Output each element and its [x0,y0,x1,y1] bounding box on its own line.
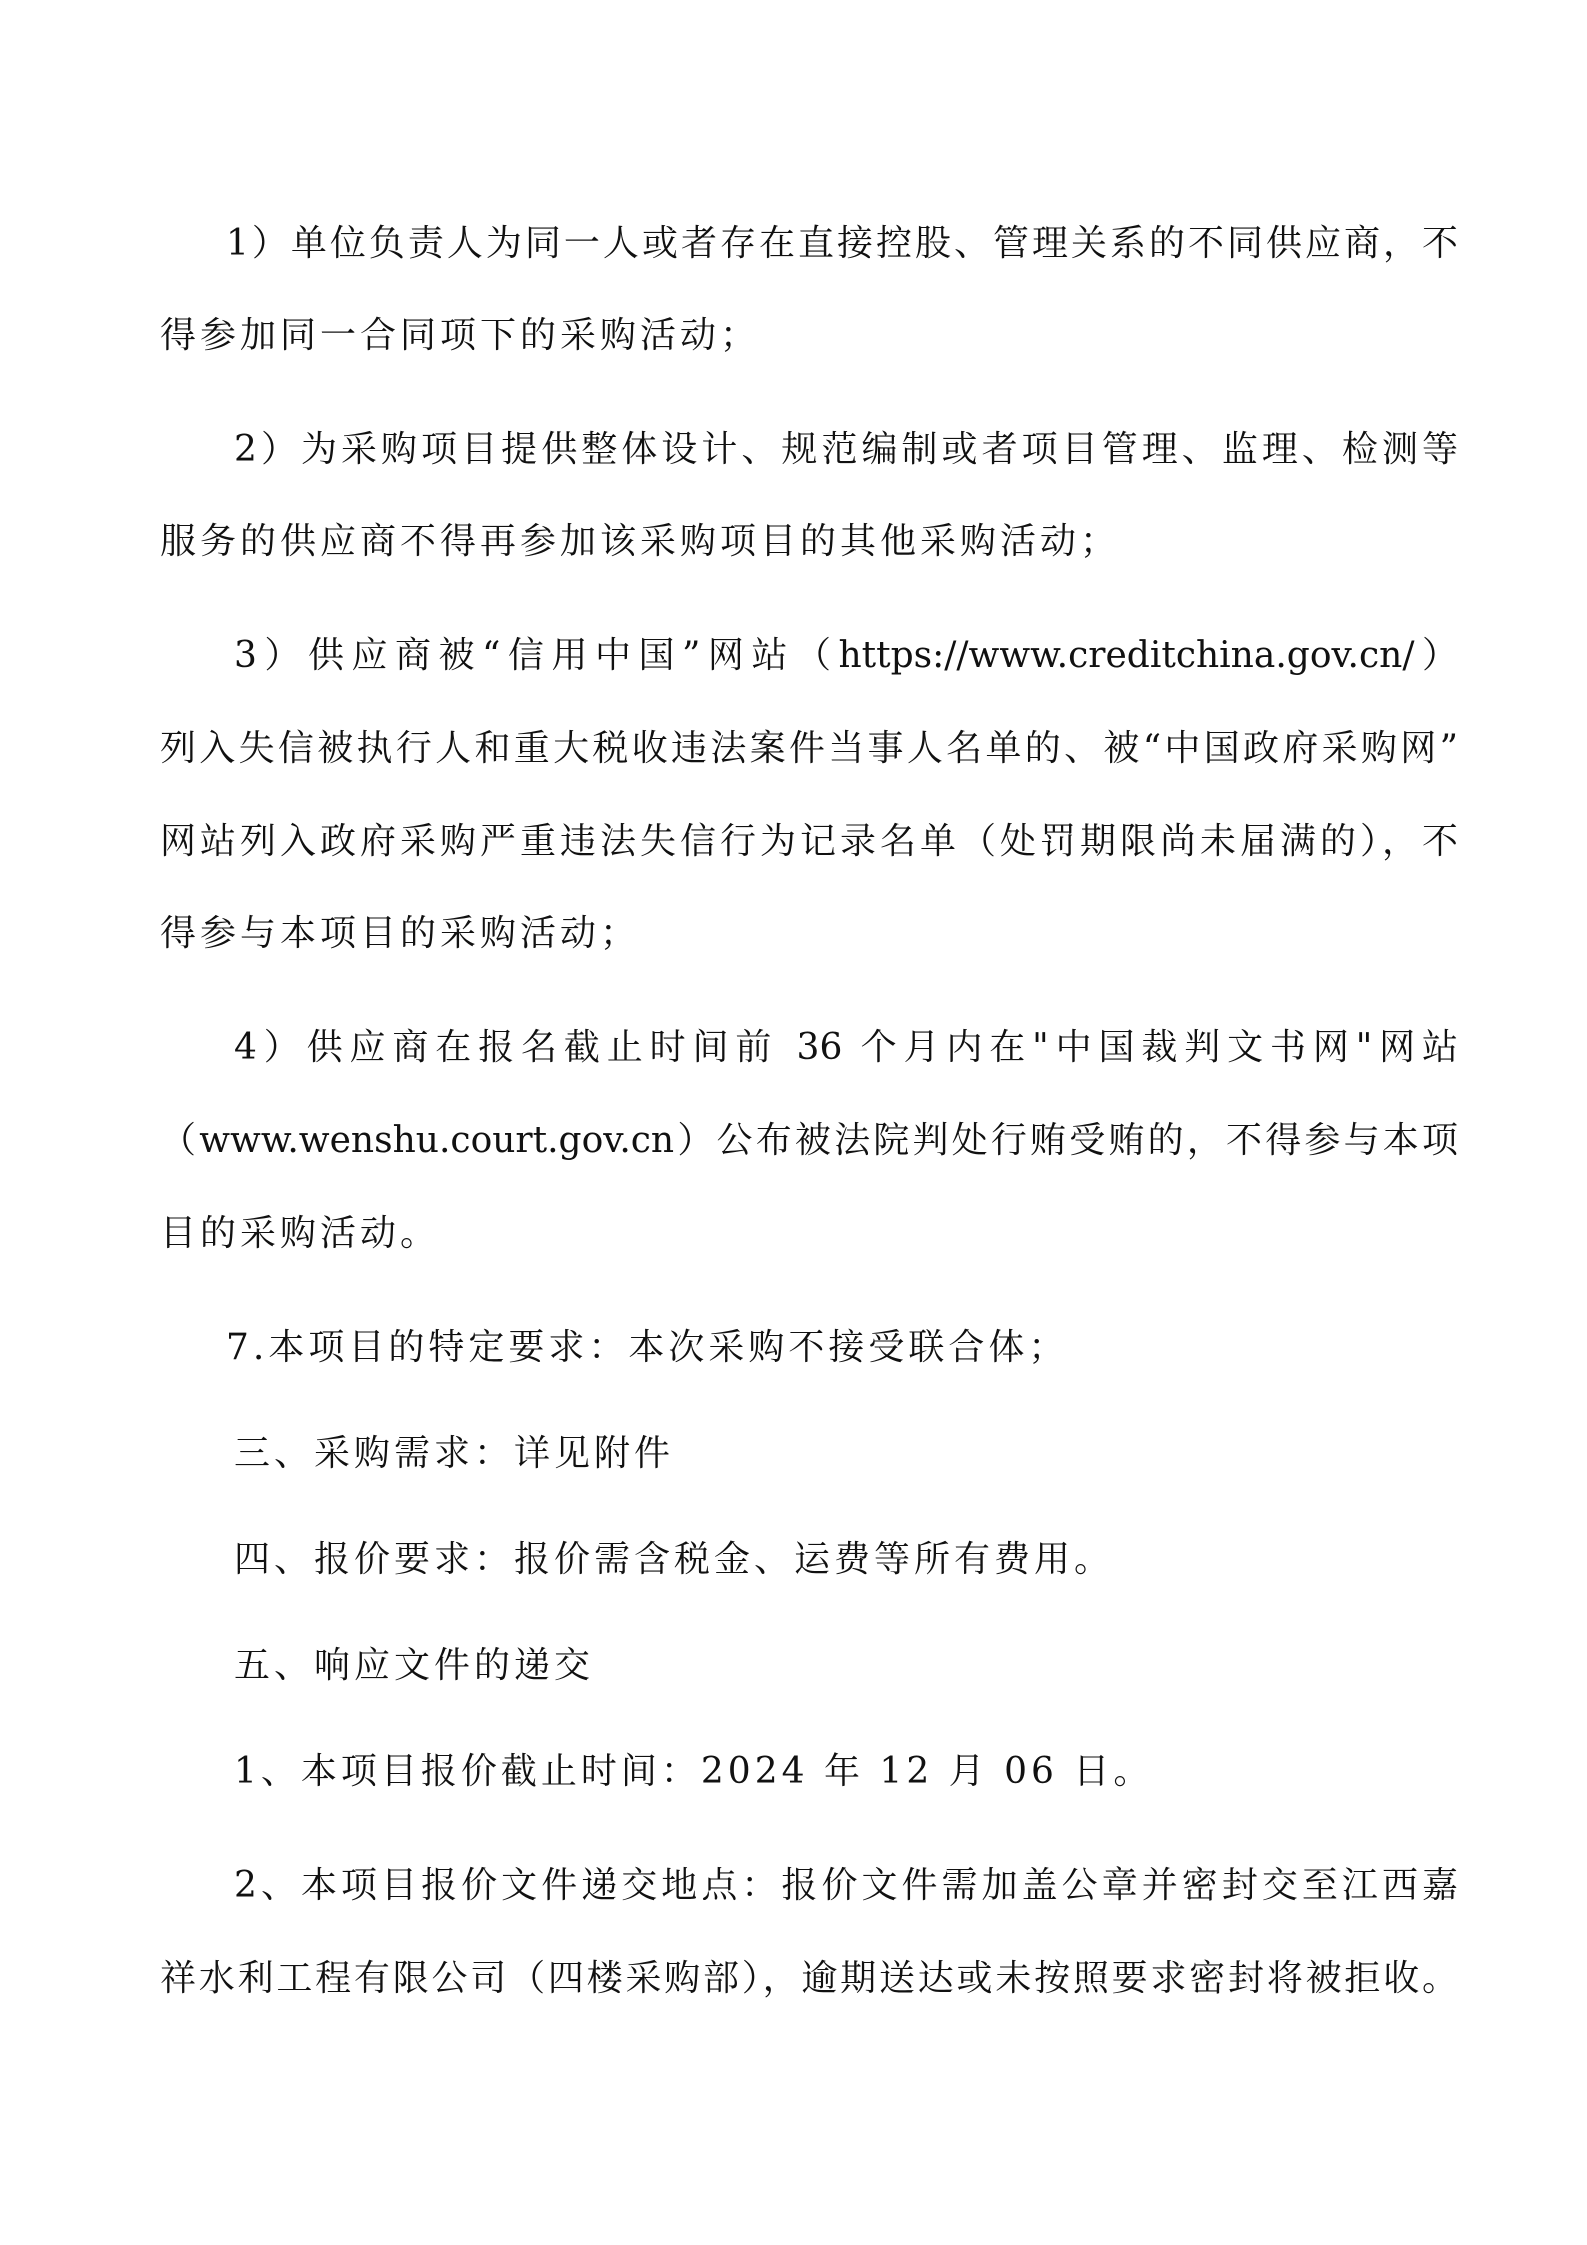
paragraph-4-line-2: （www.wenshu.court.gov.cn）公布被法院判处行贿受贿的，不得参与本项 [160,1120,1458,1161]
paragraph-5: 7.本项目的特定要求：本次采购不接受联合体； [226,1327,1069,1368]
paragraph-3-line-1: 3）供应商被“信用中国”网站（https://www.creditchina.gov.cn/） [234,635,1458,676]
paragraph-1-line-2: 得参加同一合同项下的采购活动； [160,315,761,356]
paragraph-2-line-1: 2）为采购项目提供整体设计、规范编制或者项目管理、监理、检测等 [234,429,1458,470]
paragraph-8: 五、响应文件的递交 [234,1645,595,1686]
paragraph-4-line-3: 目的采购活动。 [160,1213,441,1254]
paragraph-4-line-1: 4）供应商在报名截止时间前 36 个月内在"中国裁判文书网"网站 [234,1027,1458,1068]
paragraph-3-line-2: 列入失信被执行人和重大税收违法案件当事人名单的、被“中国政府采购网” [160,728,1458,769]
paragraph-3-line-3: 网站列入政府采购严重违法失信行为记录名单（处罚期限尚未届满的），不 [160,821,1458,862]
paragraph-1-line-1: 1）单位负责人为同一人或者存在直接控股、管理关系的不同供应商，不 [226,223,1458,264]
paragraph-2-line-2: 服务的供应商不得再参加该采购项目的其他采购活动； [160,521,1121,562]
paragraph-3-line-4: 得参与本项目的采购活动； [160,913,641,954]
paragraph-9: 1、本项目报价截止时间：2024 年 12 月 06 日。 [234,1751,1154,1792]
paragraph-7: 四、报价要求：报价需含税金、运费等所有费用。 [234,1539,1115,1580]
paragraph-10-line-2: 祥水利工程有限公司（四楼采购部），逾期送达或未按照要求密封将被拒收。 [160,1958,1458,1999]
paragraph-10-line-1: 2、本项目报价文件递交地点：报价文件需加盖公章并密封交至江西嘉 [234,1865,1458,1906]
paragraph-6: 三、采购需求：详见附件 [234,1433,675,1474]
